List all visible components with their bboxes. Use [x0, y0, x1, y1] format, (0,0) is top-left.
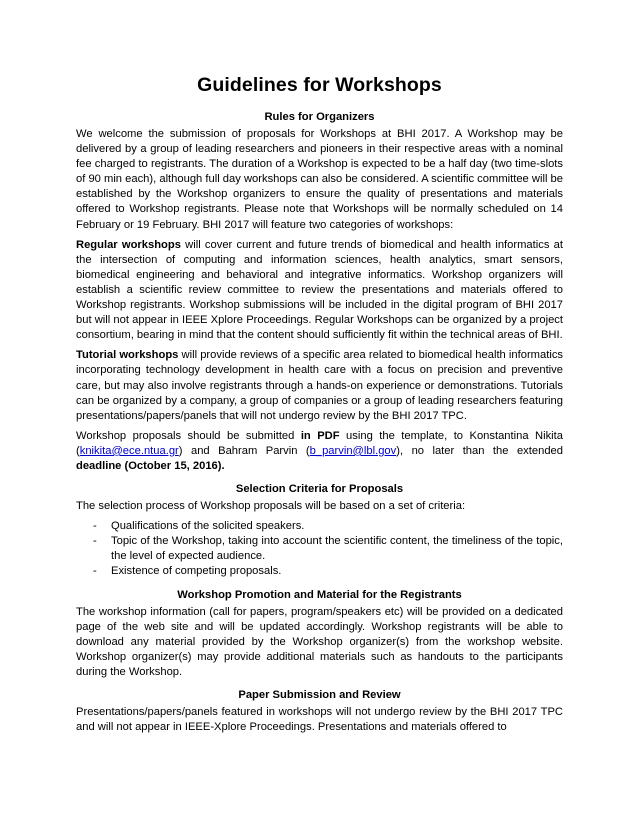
submission-deadline: deadline (October 15, 2016). [76, 459, 225, 472]
regular-workshops-label: Regular workshops [76, 238, 181, 251]
section-heading-promotion: Workshop Promotion and Material for the Registrants [177, 588, 462, 601]
submission-text-1: Workshop proposals should be submitted [76, 429, 301, 442]
bullet-dash: - [93, 535, 97, 548]
page-title: Guidelines for Workshops [197, 74, 442, 96]
submission-text-3: ) and Bahram Parvin ( [178, 444, 310, 457]
submission-format: in PDF [300, 429, 340, 442]
promotion-paragraph: The workshop information (call for papers, program/speakers etc) will be provided on a dedicated page of the web site and will be updated accordingly. Workshop registrants will be able to download any material provided by the Workshop organizer(s) from the workshop website. Workshop organizer(s) may provide additional materials such as handouts to the participants during the Workshop. [76, 605, 563, 678]
paper-paragraph: Presentations/papers/panels featured in workshops will not undergo review by the BHI 2017 TPC and will not appear in IEEE-Xplore Proceedings. Presentations and materials offered to [76, 706, 563, 734]
tutorial-workshops-text: will provide reviews of a specific area related to biomedical health informatics incorporating technology development in health care with a focus on precision and preventive care, but may also involve registrants through a hands-on experience or demonstrations. Tutorials can be organized by a company, a group of companies or a group of leading researchers featuring presentations/papers/panels that will not undergo review by the BHI 2017 TPC. [76, 349, 564, 422]
rules-intro-paragraph: We welcome the submission of proposals for Workshops at BHI 2017. A Workshop may be delivered by a group of leading researchers and pioneers in their respective areas with a nominal fee charged to registrants. The duration of a Workshop is expected to be a half day (two time-slots of 90 min each), although full day workshops can also be considered. A scientific committee will be established by the Workshop organizers to ensure the quality of presentations and materials offered to Workshop registrants. Please note that Workshops will be normally scheduled on 14 February or 19 February. BHI 2017 will feature two categories of workshops: [76, 128, 563, 231]
submission-text-4: ), no later than the extended [396, 444, 563, 457]
criteria-list [76, 519, 563, 579]
tutorial-workshops-label: Tutorial workshops [76, 349, 179, 362]
selection-intro-paragraph: The selection process of Workshop proposals will be based on a set of criteria: [76, 500, 466, 513]
section-heading-paper: Paper Submission and Review [238, 689, 401, 701]
criteria-text: Qualifications of the solicited speakers. [111, 520, 305, 533]
section-heading-rules: Rules for Organizers [264, 111, 375, 123]
list-item [93, 534, 563, 564]
bullet-dash: - [93, 565, 97, 578]
criteria-text: Existence of competing proposals. [111, 565, 282, 578]
list-item [93, 564, 563, 579]
submission-paragraph [76, 429, 563, 474]
email-link-nikita[interactable]: knikita@ece.ntua.gr [79, 444, 179, 457]
submission-text-2: using the template, to Konstantina Nikita ( [76, 429, 563, 457]
email-link-parvin[interactable]: b_parvin@lbl.gov [309, 444, 397, 457]
criteria-text: Topic of the Workshop, taking into account the scientific content, the timeliness of the topic, the level of expected audience. [111, 535, 563, 563]
section-heading-selection: Selection Criteria for Proposals [235, 483, 404, 496]
regular-workshops-text: will cover current and future trends of biomedical and health informatics at the intersection of computing and information sciences, health analytics, smart sensors, biomedical engineering and behavioral and integrative informatics. Workshop organizers will establish a scientific review committee to review the presentations and materials offered to Workshop registrants. Workshop submissions will be included in the digital program of BHI 2017 but will not appear in IEEE Xplore Proceedings. Regular Workshops can be organized by a project consortium, bearing in mind that the content should sufficiently fit within the technical areas of BHI. [76, 238, 563, 342]
bullet-dash: - [93, 520, 97, 533]
regular-workshops-paragraph [76, 238, 563, 344]
tutorial-workshops-paragraph [76, 348, 563, 423]
list-item [93, 519, 563, 534]
